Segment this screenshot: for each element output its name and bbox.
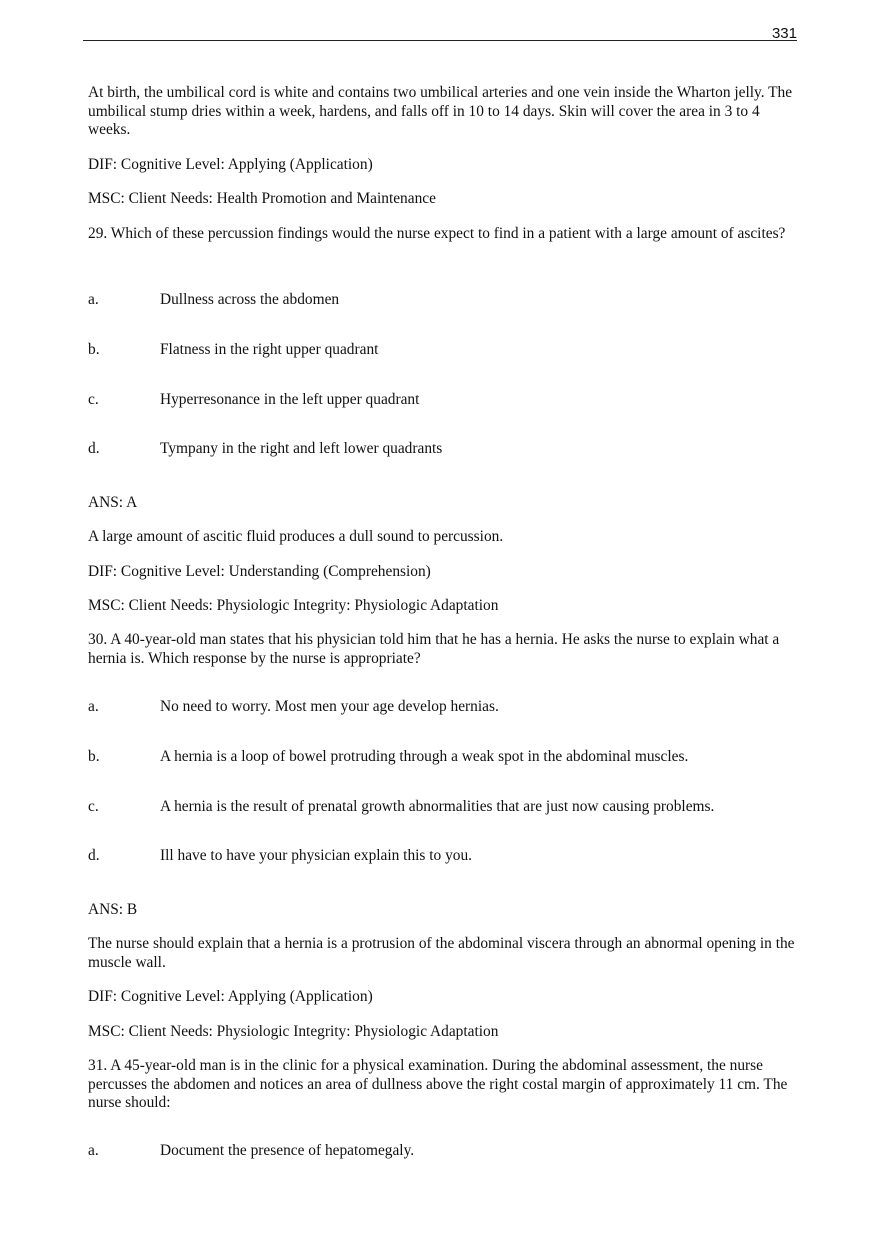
option-letter: d. <box>88 440 100 457</box>
q29-option-a <box>88 291 800 310</box>
q29-option-d <box>88 440 800 459</box>
option-letter: a. <box>88 291 99 308</box>
option-letter: a. <box>88 1142 99 1159</box>
option-text: Flatness in the right upper quadrant <box>160 341 379 358</box>
q29-dif: DIF: Cognitive Level: Understanding (Comprehension) <box>88 563 431 580</box>
q30-rationale: The nurse should explain that a hernia is a protrusion of the abdominal viscera through an abnormal opening in the muscle wall. <box>88 935 795 971</box>
q29-answer: ANS: A <box>88 494 138 511</box>
intro-paragraph: At birth, the umbilical cord is white and contains two umbilical arteries and one vein inside the Wharton jelly. The umbilical stump dries within a week, hardens, and falls off in 10 to 14 days. Skin will cover the area in 3 to 4 weeks. <box>88 84 793 138</box>
q30-option-c <box>88 798 800 817</box>
question-29: 29. Which of these percussion findings would the nurse expect to find in a patient with a large amount of ascites? <box>88 225 786 242</box>
q30-answer: ANS: B <box>88 901 138 918</box>
option-text: Ill have to have your physician explain this to you. <box>160 847 473 864</box>
option-letter: c. <box>88 391 99 408</box>
q30-option-d <box>88 847 800 866</box>
option-letter: a. <box>88 698 99 715</box>
question-31: 31. A 45-year-old man is in the clinic for a physical examination. During the abdominal assessment, the nurse percusses the abdomen and notices an area of dullness above the right costal margin of approximately 11 cm. The nurse should: <box>88 1057 788 1111</box>
option-text: Dullness across the abdomen <box>160 291 340 308</box>
q30-option-a <box>88 698 800 717</box>
option-text: Hyperresonance in the left upper quadrant <box>160 391 420 408</box>
q31-option-a <box>88 1142 800 1161</box>
page-number: 331 <box>771 25 797 42</box>
question-30: 30. A 40-year-old man states that his physician told him that he has a hernia. He asks the nurse to explain what a hernia is. Which response by the nurse is appropriate? <box>88 631 780 667</box>
option-text: A hernia is a loop of bowel protruding through a weak spot in the abdominal muscles. <box>160 748 689 765</box>
option-letter: b. <box>88 341 100 358</box>
q30-dif: DIF: Cognitive Level: Applying (Application) <box>88 988 373 1005</box>
option-letter: d. <box>88 847 100 864</box>
header-rule <box>83 40 797 41</box>
option-text: A hernia is the result of prenatal growth abnormalities that are just now causing problems. <box>160 798 715 815</box>
q30-msc: MSC: Client Needs: Physiologic Integrity: Physiologic Adaptation <box>88 1023 499 1040</box>
q29-rationale: A large amount of ascitic fluid produces a dull sound to percussion. <box>88 528 504 545</box>
q30-option-b <box>88 748 800 767</box>
option-text: Document the presence of hepatomegaly. <box>160 1142 415 1159</box>
option-text: No need to worry. Most men your age develop hernias. <box>160 698 499 715</box>
q29-msc: MSC: Client Needs: Physiologic Integrity: Physiologic Adaptation <box>88 597 499 614</box>
intro-dif: DIF: Cognitive Level: Applying (Application) <box>88 156 373 173</box>
option-letter: c. <box>88 798 99 815</box>
q29-option-c <box>88 391 800 410</box>
q29-option-b <box>88 341 800 360</box>
option-text: Tympany in the right and left lower quadrants <box>160 440 443 457</box>
option-letter: b. <box>88 748 100 765</box>
intro-msc: MSC: Client Needs: Health Promotion and Maintenance <box>88 190 436 207</box>
